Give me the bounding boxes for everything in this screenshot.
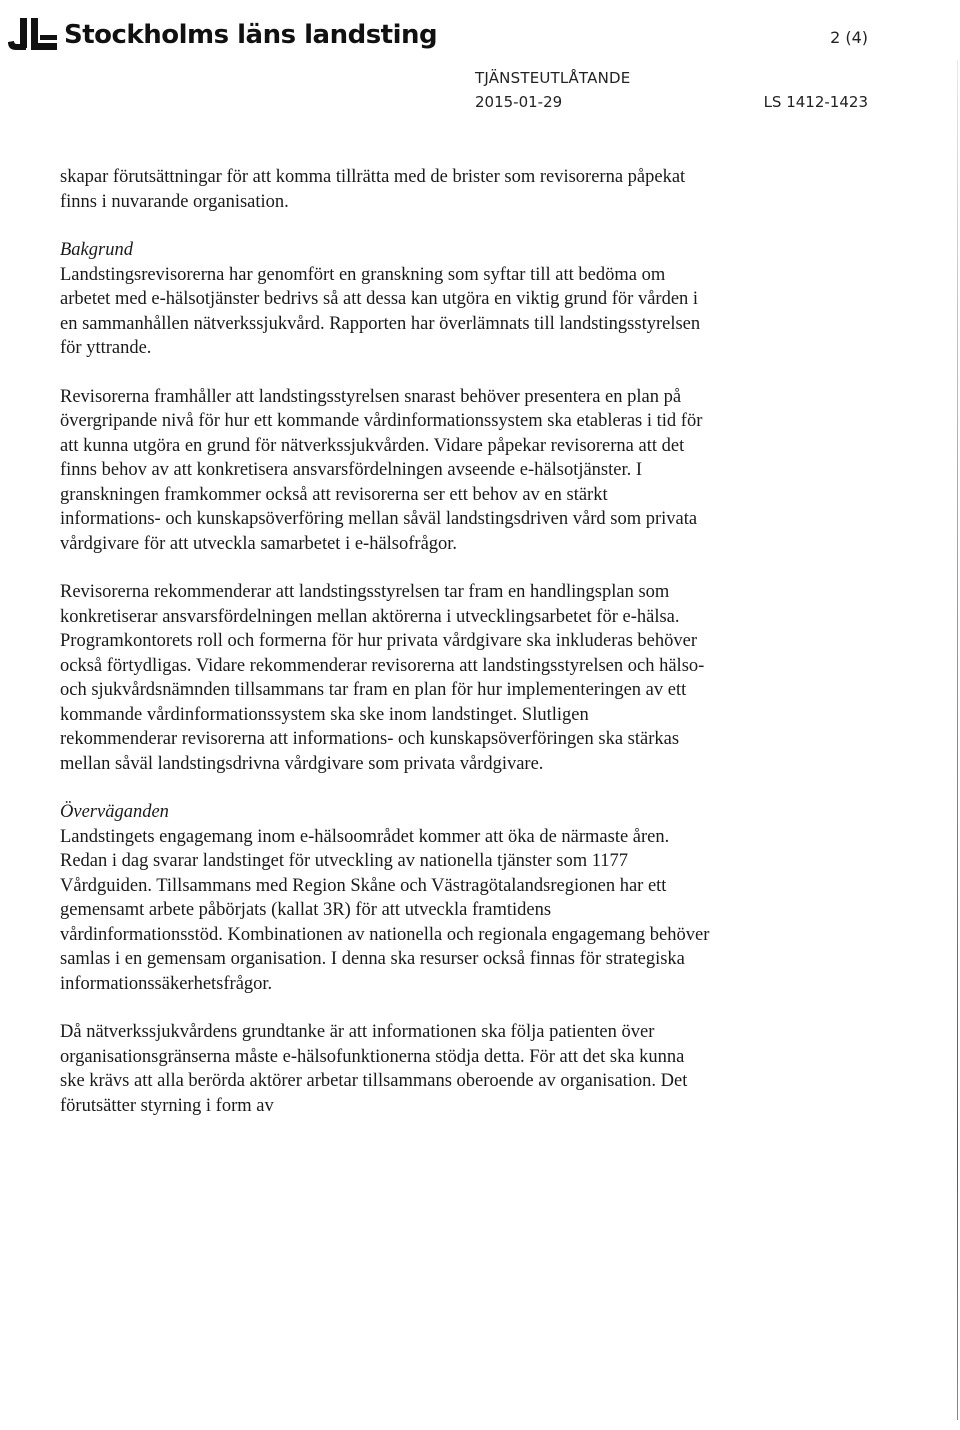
intro-paragraph: skapar förutsättningar för att komma tillrätta med de brister som revisorerna påpekat finns i nuvarande organisation.	[60, 167, 686, 212]
document-date: 2015-01-29	[475, 93, 563, 111]
section-heading-considerations: Överväganden	[60, 802, 169, 822]
section-heading-background: Bakgrund	[60, 240, 133, 260]
scan-edge-line	[957, 60, 958, 1420]
document-body	[60, 165, 710, 1142]
considerations-paragraph: Landstingets engagemang inom e-hälsoområdet kommer att öka de närmaste åren. Redan i dag svarar landstinget för utveckling av nationella tjänster som 1177 Vårdguiden. Tillsammans med Region Skåne och Västragötalandsregionen har ett gemensamt arbete påbörjats (kallat 3R) för att utveckla framtidens vårdinformationsstöd. Kombinationen av nationella och regionala engagemang behöver samlas i en gemensam organisation. I denna ska resurser också finnas för strategiska informationssäkerhetsfrågor.	[60, 826, 710, 994]
organization-name: Stockholms läns landsting	[64, 20, 438, 50]
background-section	[60, 238, 710, 361]
considerations-section	[60, 800, 710, 996]
sll-logo-icon	[6, 14, 58, 54]
background-paragraph: Revisorerna framhåller att landstingsstyrelsen snarast behöver presentera en plan på övergripande nivå för hur ett kommande vårdinformationssystem ska etableras i tid för att kunna utgöra en grund för nätverkssjukvården. Vidare påpekar revisorerna att det finns behov av att konkretisera ansvarsfördelningen avseende e-hälsotjänster. I granskningen framkommer också att revisorerna ser ett behov av en stärkt informations- och kunskapsöverföring mellan såväl landstingsdriven vård som privata vårdgivare för att utveckla samarbetet i e-hälsofrågor.	[60, 386, 703, 554]
page-number: 2 (4)	[830, 28, 868, 47]
considerations-paragraph: Då nätverkssjukvårdens grundtanke är att informationen ska följa patienten över organisationsgränserna måste e-hälsofunktionerna stödja detta. För att det ska kunna ske krävs att alla berörda aktörer arbetar tillsammans oberoende av organisation. Det förutsätter styrning i form av	[60, 1022, 688, 1116]
background-paragraph: Landstingsrevisorerna har genomfört en granskning som syftar till att bedöma om arbetet med e-hälsotjänster bedrivs så att dessa kan utgöra en viktig grund för vården i en sammanhållen nätverkssjukvård. Rapporten har överlämnats till landstingsstyrelsen för yttrande.	[60, 264, 701, 358]
document-type: TJÄNSTEUTLÅTANDE	[475, 69, 631, 87]
background-paragraph: Revisorerna rekommenderar att landstingsstyrelsen tar fram en handlingsplan som konkretiserar ansvarsfördelningen mellan aktörerna i utvecklingsarbetet för e-hälsa. Programkontorets roll och formerna för hur privata vårdgivare ska inkluderas behöver också förtydligas. Vidare rekommenderar revisorerna att landstingsstyrelsen och hälso- och sjukvårdsnämnden tillsammans tar fram en plan för hur implementeringen av ett kommande vårdinformationssystem ska ske inom landstinget. Slutligen rekommenderar revisorerna att informations- och kunskapsöverföringen ska stärkas mellan såväl landstingsdrivna vårdgivare som privata vårdgivare.	[60, 582, 705, 774]
document-reference: LS 1412-1423	[763, 93, 868, 111]
